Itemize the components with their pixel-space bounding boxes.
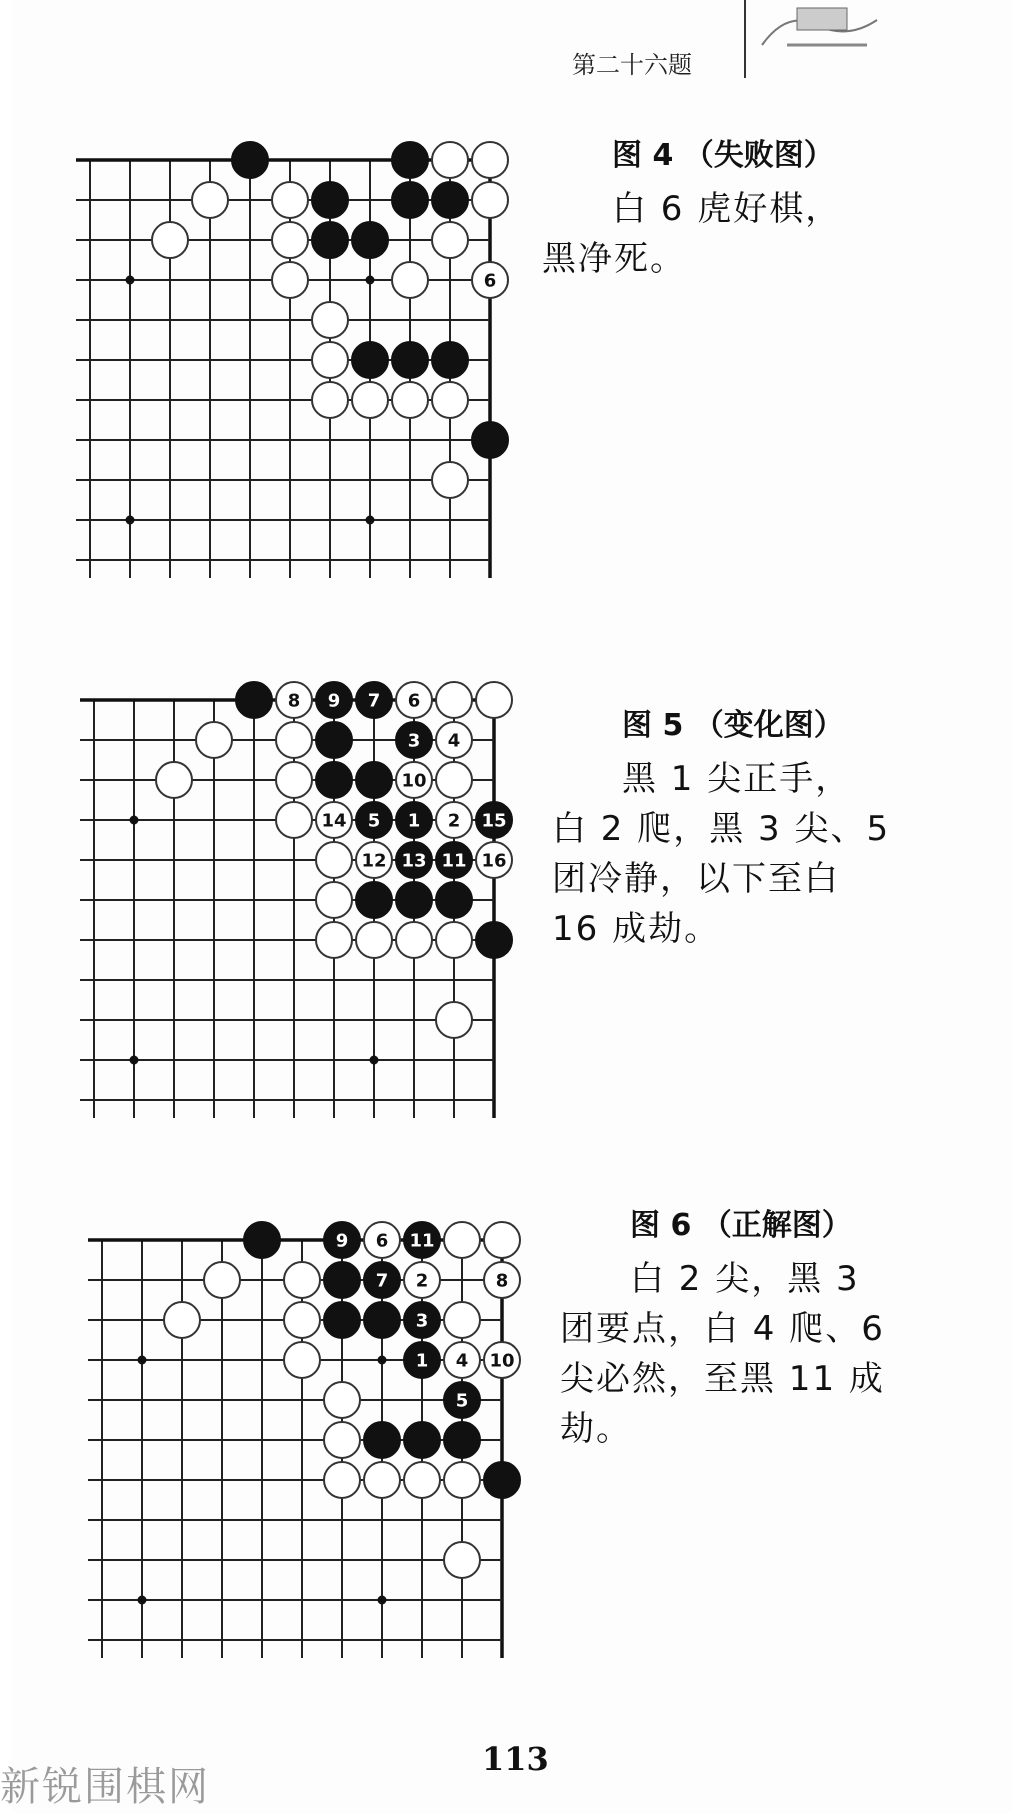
black-stone [232, 142, 268, 178]
black-stone [472, 422, 508, 458]
caption-figure-5 [552, 700, 891, 954]
move-number: 11 [441, 850, 467, 872]
black-stone [436, 882, 472, 918]
white-stone [276, 762, 312, 798]
white-stone [392, 262, 428, 298]
caption-title: 图 5 （变化图） [622, 708, 844, 743]
white-stone [204, 1262, 240, 1298]
white-stone [396, 922, 432, 958]
white-stone [284, 1302, 320, 1338]
white-stone [316, 922, 352, 958]
black-stone [444, 1422, 480, 1458]
black-stone [432, 342, 468, 378]
white-stone [312, 302, 348, 338]
black-stone [476, 922, 512, 958]
white-stone [164, 1302, 200, 1338]
white-stone [444, 1462, 480, 1498]
move-number: 6 [375, 1230, 389, 1252]
white-stone [284, 1262, 320, 1298]
white-stone [156, 762, 192, 798]
move-number: 9 [335, 1230, 349, 1252]
black-stone [404, 1422, 440, 1458]
move-number: 4 [447, 730, 461, 752]
white-stone [312, 342, 348, 378]
white-stone [432, 222, 468, 258]
move-number: 9 [327, 690, 341, 712]
black-stone [364, 1302, 400, 1338]
star-point [370, 1056, 379, 1065]
star-point [130, 816, 139, 825]
star-point [138, 1596, 147, 1605]
white-stone [324, 1462, 360, 1498]
move-number: 10 [401, 770, 427, 792]
white-stone [356, 922, 392, 958]
white-stone [316, 882, 352, 918]
black-stone [392, 142, 428, 178]
white-stone [272, 222, 308, 258]
black-stone [352, 342, 388, 378]
white-stone [364, 1462, 400, 1498]
caption-line: 白 2 尖，黑 3 [630, 1259, 860, 1299]
page-number: 113 [482, 1740, 549, 1778]
move-number: 2 [447, 810, 461, 832]
white-stone [272, 182, 308, 218]
header-ornament-icon [757, 0, 897, 50]
white-stone [316, 842, 352, 878]
go-board-figure-6 [82, 1220, 542, 1660]
black-stone [324, 1262, 360, 1298]
white-stone [436, 922, 472, 958]
page-header-title: 第二十六题 [572, 51, 692, 79]
go-board-figure-4 [70, 140, 530, 580]
white-stone [152, 222, 188, 258]
move-number: 3 [415, 1310, 429, 1332]
caption-figure-4 [542, 130, 842, 284]
white-stone [472, 142, 508, 178]
star-point [130, 1056, 139, 1065]
white-stone [444, 1542, 480, 1578]
black-stone [352, 222, 388, 258]
caption-line: 劫。 [560, 1409, 632, 1449]
move-number: 6 [483, 270, 497, 292]
white-stone [436, 1002, 472, 1038]
white-stone [476, 682, 512, 718]
caption-line: 黑净死。 [542, 239, 686, 279]
star-point [378, 1356, 387, 1365]
white-stone [276, 722, 312, 758]
white-stone [484, 1222, 520, 1258]
move-number: 10 [489, 1350, 515, 1372]
black-stone [356, 882, 392, 918]
white-stone [404, 1462, 440, 1498]
move-number: 1 [415, 1350, 429, 1372]
white-stone [312, 382, 348, 418]
white-stone [284, 1342, 320, 1378]
black-stone [312, 182, 348, 218]
move-number: 12 [361, 850, 387, 872]
caption-line: 16 成劫。 [552, 909, 721, 949]
white-stone [324, 1422, 360, 1458]
move-number: 14 [321, 810, 347, 832]
star-point [126, 516, 135, 525]
watermark: 新锐围棋网 [0, 1764, 210, 1810]
black-stone [396, 882, 432, 918]
caption-title: 图 6 （正解图） [630, 1208, 852, 1243]
move-number: 1 [407, 810, 421, 832]
move-number: 15 [481, 810, 507, 832]
move-number: 4 [455, 1350, 469, 1372]
star-point [138, 1356, 147, 1365]
black-stone [392, 342, 428, 378]
caption-title: 图 4 （失败图） [612, 138, 834, 173]
black-stone [316, 722, 352, 758]
caption-line: 黑 1 尖正手， [622, 759, 852, 799]
white-stone [392, 382, 428, 418]
caption-line: 白 6 虎好棋， [612, 189, 842, 229]
white-stone [436, 682, 472, 718]
black-stone [324, 1302, 360, 1338]
white-stone [444, 1302, 480, 1338]
white-stone [432, 382, 468, 418]
white-stone [436, 762, 472, 798]
move-number: 2 [415, 1270, 429, 1292]
go-board-figure-5 [74, 680, 534, 1120]
white-stone [272, 262, 308, 298]
black-stone [236, 682, 272, 718]
black-stone [312, 222, 348, 258]
white-stone [444, 1222, 480, 1258]
caption-line: 团冷静，以下至白 [552, 859, 840, 899]
move-number: 6 [407, 690, 421, 712]
move-number: 8 [495, 1270, 509, 1292]
move-number: 5 [455, 1390, 469, 1412]
move-number: 16 [481, 850, 507, 872]
white-stone [324, 1382, 360, 1418]
header-divider [744, 0, 746, 78]
star-point [366, 516, 375, 525]
move-number: 7 [367, 690, 381, 712]
black-stone [484, 1462, 520, 1498]
caption-figure-6 [560, 1200, 885, 1454]
caption-line: 尖必然，至黑 11 成 [560, 1359, 885, 1399]
white-stone [472, 182, 508, 218]
move-number: 8 [287, 690, 301, 712]
caption-line: 白 2 爬，黑 3 尖、5 [552, 809, 891, 849]
white-stone [192, 182, 228, 218]
move-number: 13 [401, 850, 427, 872]
star-point [126, 276, 135, 285]
white-stone [432, 462, 468, 498]
star-point [366, 276, 375, 285]
move-number: 7 [375, 1270, 389, 1292]
white-stone [276, 802, 312, 838]
black-stone [392, 182, 428, 218]
black-stone [244, 1222, 280, 1258]
black-stone [364, 1422, 400, 1458]
white-stone [352, 382, 388, 418]
black-stone [356, 762, 392, 798]
caption-line: 团要点，白 4 爬、6 [560, 1309, 885, 1349]
book-page [12, 0, 1012, 1813]
white-stone [196, 722, 232, 758]
star-point [378, 1596, 387, 1605]
move-number: 3 [407, 730, 421, 752]
black-stone [432, 182, 468, 218]
move-number: 11 [409, 1230, 435, 1252]
move-number: 5 [367, 810, 381, 832]
black-stone [316, 762, 352, 798]
white-stone [432, 142, 468, 178]
